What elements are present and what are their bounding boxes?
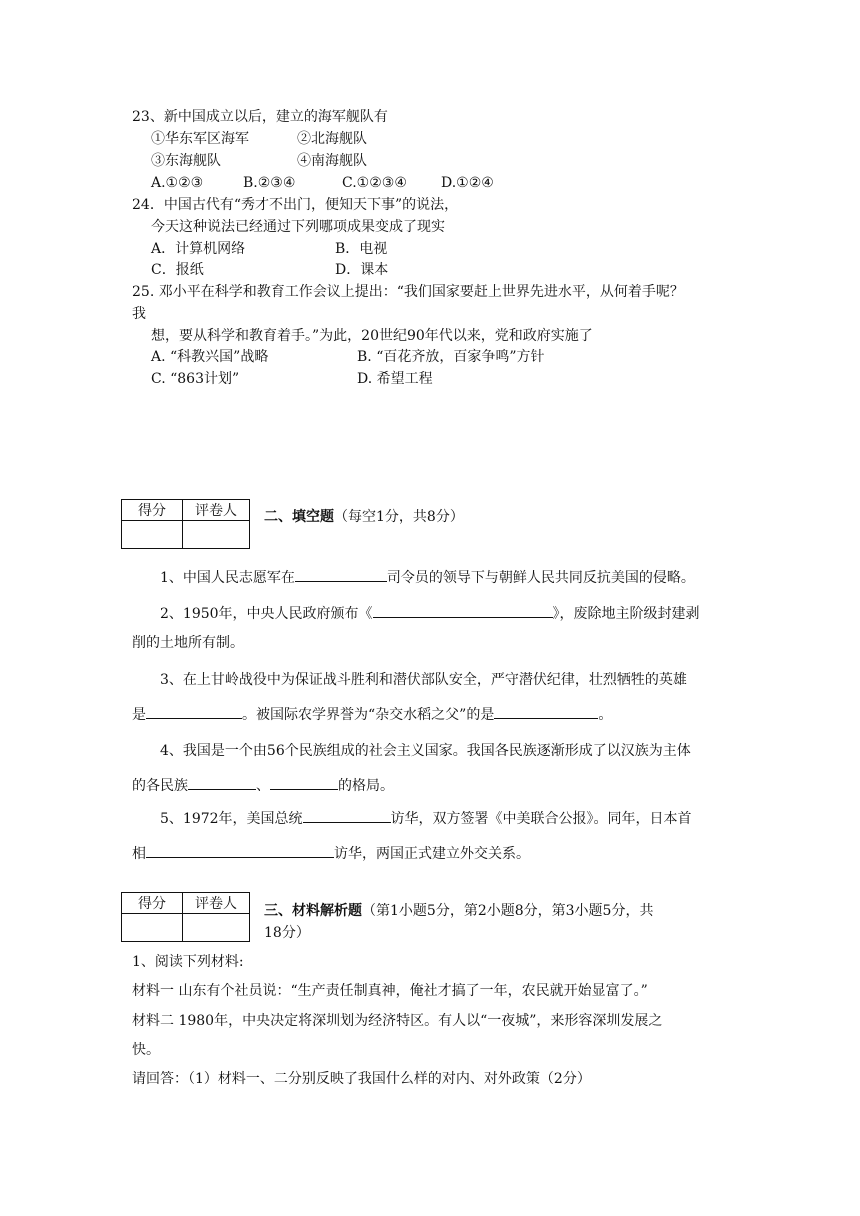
q25-choice-a: A. “科教兴国”战略 [151,349,269,365]
fill-q2-blank[interactable] [373,601,553,618]
q23-option-3: ③东海舰队 [151,153,221,169]
grader-cell[interactable] [183,521,250,549]
q23-choice-b: B.②③④ [243,175,296,191]
fill-q4-blank-1[interactable] [188,773,256,790]
section3-title: 三、材料解析题 [264,903,362,919]
section3-score-table [121,892,250,942]
grader-header: 评卷人 [183,500,250,521]
fill-q3-line2: 是 。被国际农学界誉为“杂交水稻之父”的是 。 [132,702,612,725]
q23-option-4: ④南海舰队 [297,153,367,169]
grader-header: 评卷人 [183,893,250,914]
score-header: 得分 [122,893,183,914]
fill-q5-line1: 5、1972年，美国总统 访华，双方签署《中美联合公报》。同年，日本首 [160,806,692,829]
section3-heading [264,901,653,921]
fill-q3-blank-1[interactable] [146,702,242,719]
fill-q5-blank-1[interactable] [303,806,391,823]
score-header: 得分 [122,500,183,521]
section3-note: （第1小题5分，第2小题8分，第3小题5分，共 [362,903,654,919]
fill-q3-blank-2[interactable] [494,702,598,719]
q25-stem-line1: 25. 邓小平在科学和教育工作会议上提出：“我们国家要赶上世界先进水平，从何着手呢？ [132,284,684,300]
score-cell[interactable] [122,521,183,549]
q24-choice-a: A．计算机网络 [151,241,246,257]
section2-score-table [121,499,250,549]
q25-stem-line2: 想，要从科学和教育着手。”为此，20世纪90年代以来，党和政府实施了 [151,328,593,344]
q25-stem-wrap: 我 [132,306,146,322]
question-prompt: 请回答：（1）材料一、二分别反映了我国什么样的对内、对外政策（2分） [132,1071,591,1087]
q23-choice-c: C.①②③④ [342,175,407,191]
material-2-line2: 快。 [132,1042,160,1058]
q24-stem-line2: 今天这种说法已经通过下列哪项成果变成了现实 [151,219,445,235]
score-cell[interactable] [122,914,183,942]
fill-q2: 2、1950年，中央人民政府颁布《 》，废除地主阶级封建剥 [160,601,700,624]
q24-choice-b: B．电视 [335,241,388,257]
q24-choice-d: D．课本 [335,262,389,278]
fill-q2-cont: 削的土地所有制。 [132,635,244,651]
q23-stem: 23、新中国成立以后，建立的海军舰队有 [132,109,388,125]
fill-q1: 1、中国人民志愿军在 司令员的领导下与朝鲜人民共同反抗美国的侵略。 [160,565,695,588]
q24-choice-c: C．报纸 [151,262,204,278]
fill-q5-blank-2[interactable] [146,841,334,858]
section2-title: 二、填空题 [264,509,334,525]
q23-choice-a: A.①②③ [151,175,204,191]
fill-q4-line2: 的各民族 、 的格局。 [132,773,394,796]
material-1: 材料一 山东有个社员说：“生产责任制真神，俺社才搞了一年，农民就开始显富了。” [132,983,648,999]
q25-choice-b: B. “百花齐放，百家争鸣”方针 [357,349,545,365]
q23-option-1: ①华东军区海军 [151,131,249,147]
q23-option-2: ②北海舰队 [297,131,367,147]
q23-choice-d: D.①②④ [441,175,494,191]
q25-choice-c: C. “863计划” [151,371,240,387]
fill-q1-blank[interactable] [295,565,387,582]
q24-stem-line1: 24．中国古代有“秀才不出门，便知天下事”的说法， [132,197,459,213]
material-2-line1: 材料二 1980年，中央决定将深圳划为经济特区。有人以“一夜城”，来形容深圳发展之 [132,1013,663,1029]
fill-q5-line2: 相 访华，两国正式建立外交关系。 [132,841,530,864]
section2-heading [264,507,464,527]
grader-cell[interactable] [183,914,250,942]
fill-q4-blank-2[interactable] [270,773,338,790]
fill-q4-line1: 4、我国是一个由56个民族组成的社会主义国家。我国各民族逐渐形成了以汉族为主体 [160,743,691,759]
fill-q3-line1: 3、在上甘岭战役中为保证战斗胜利和潜伏部队安全，严守潜伏纪律，壮烈牺牲的英雄 [160,672,687,688]
section3-intro: 1、阅读下列材料: [132,954,244,970]
section3-note-cont: 18分） [264,925,310,941]
q25-choice-d: D. 希望工程 [357,371,433,387]
section2-note: （每空1分，共8分） [334,509,464,525]
